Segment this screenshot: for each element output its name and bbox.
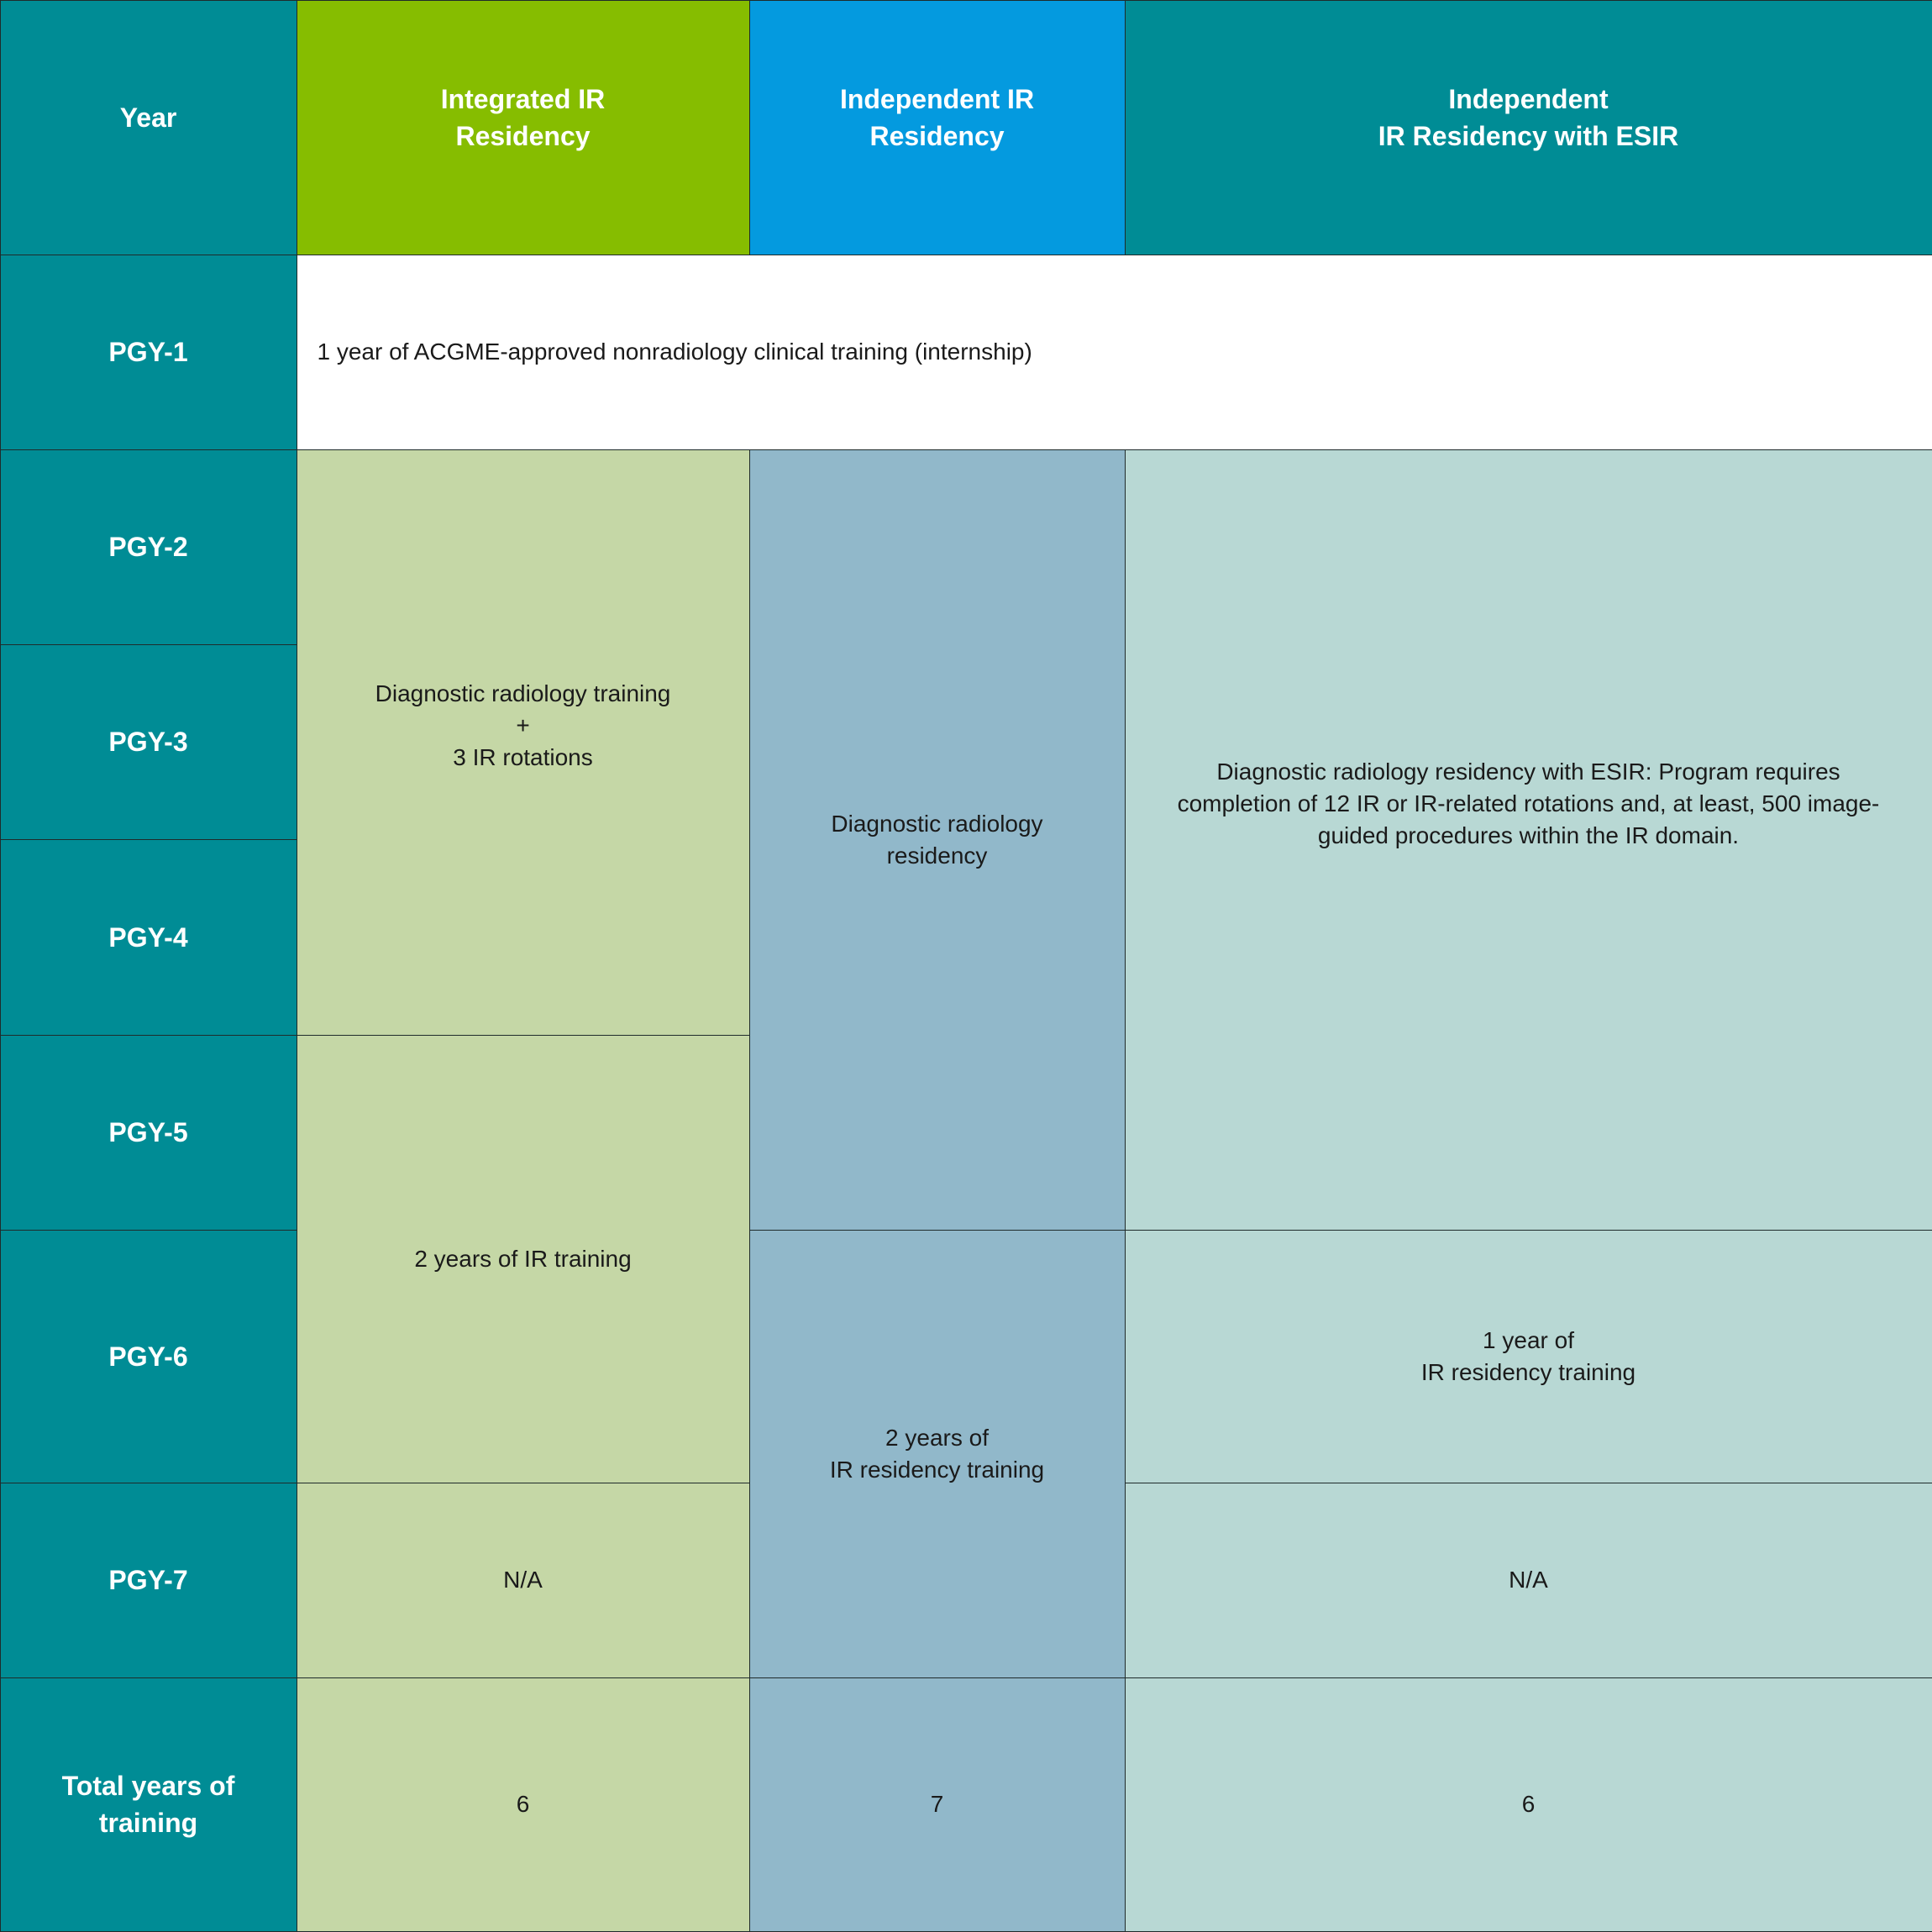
row-label-pgy7: PGY-7 xyxy=(0,1483,297,1678)
row-label-pgy5: PGY-5 xyxy=(0,1035,297,1231)
esir-ir-training-cell: 1 year of IR residency training xyxy=(1125,1230,1932,1483)
independent-dr-residency-cell: Diagnostic radiology residency xyxy=(749,449,1126,1231)
row-label-pgy1: PGY-1 xyxy=(0,255,297,450)
independent-total-cell: 7 xyxy=(749,1677,1126,1932)
integrated-total-cell: 6 xyxy=(297,1677,750,1932)
row-label-pgy3: PGY-3 xyxy=(0,644,297,840)
esir-total-cell: 6 xyxy=(1125,1677,1932,1932)
row-label-pgy6: PGY-6 xyxy=(0,1230,297,1483)
header-year: Year xyxy=(0,0,297,255)
header-independent-ir-residency-esir: Independent IR Residency with ESIR xyxy=(1125,0,1932,255)
esir-pgy7-cell: N/A xyxy=(1125,1483,1932,1678)
row-label-pgy2: PGY-2 xyxy=(0,449,297,645)
integrated-pgy7-cell: N/A xyxy=(297,1483,750,1678)
integrated-ir-training-cell: 2 years of IR training xyxy=(297,1035,750,1483)
header-integrated-ir-residency: Integrated IR Residency xyxy=(297,0,750,255)
row-label-total-years: Total years of training xyxy=(0,1677,297,1932)
esir-dr-residency-cell: Diagnostic radiology residency with ESIR: Program requires completion of 12 IR or IR-related rotations and, at least, 500 image- guided procedures within the IR domain. xyxy=(1125,449,1932,1231)
row-label-pgy4: PGY-4 xyxy=(0,839,297,1036)
independent-ir-training-cell: 2 years of IR residency training xyxy=(749,1230,1126,1678)
header-independent-ir-residency: Independent IR Residency xyxy=(749,0,1126,255)
internship-cell: 1 year of ACGME-approved nonradiology clinical training (internship) xyxy=(297,255,1932,450)
integrated-dr-training-cell: Diagnostic radiology training + 3 IR rotations xyxy=(297,449,750,1036)
